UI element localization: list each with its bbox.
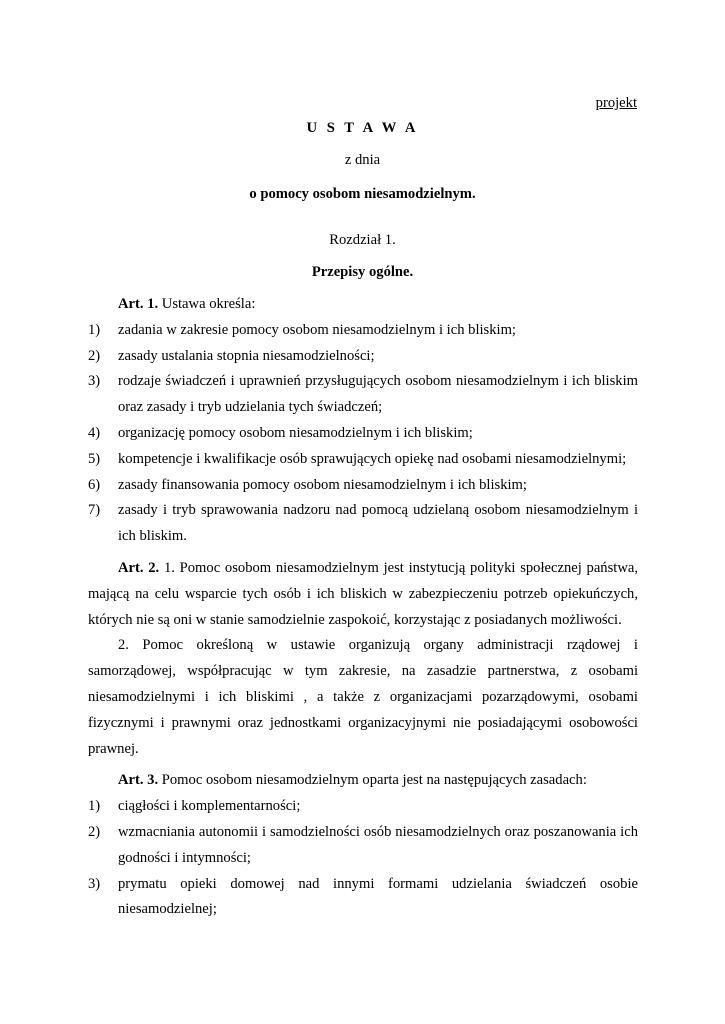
art1-item: 4) organizację pomocy osobom niesamodzielnym i ich bliskim; xyxy=(88,424,473,441)
art3-item: 2) wzmacniania autonomii i samodzielności osób niesamodzielnych oraz poszanowania ich godności i intymności; xyxy=(88,823,638,866)
art1-item: 5) kompetencje i kwalifikacje osób sprawujących opiekę nad osobami niesamodzielnymi; xyxy=(88,450,627,467)
art1-intro: Art. 1. Ustawa określa: xyxy=(118,296,256,312)
projekt-label: projekt xyxy=(595,95,637,111)
art3-label: Art. 3. xyxy=(118,772,159,789)
art2-label: Art. 2. xyxy=(118,559,160,576)
document-title: U S T A W A xyxy=(306,120,419,136)
art1-label: Art. 1. xyxy=(118,296,159,312)
art1-item: 6) zasady finansowania pomocy osobom niesamodzielnym i ich bliskim; xyxy=(88,476,527,493)
art1-item: 7) zasady i tryb sprawowania nadzoru nad pomocą udzielaną osobom niesamodzielnym i ich bliskim. xyxy=(88,502,638,545)
document-body xyxy=(88,292,638,923)
art1-item: 3) rodzaje świadczeń i uprawnień przysługujących osobom niesamodzielnym i ich bliskim oraz zasady i tryb udzielania tych świadczeń; xyxy=(88,373,638,416)
art3-item: 3) prymatu opieki domowej nad innymi formami udzielania świadczeń osobie niesamodzielnej; xyxy=(88,875,638,918)
art1-item: 1) zadania w zakresie pomocy osobom niesamodzielnym i ich bliskim; xyxy=(88,321,516,338)
act-subject: o pomocy osobom niesamodzielnym. xyxy=(249,186,476,202)
art3-item: 1) ciągłości i komplementarności; xyxy=(88,798,301,815)
art3-intro: Art. 3. Pomoc osobom niesamodzielnym oparta jest na następujących zasadach: xyxy=(118,772,587,789)
art1-item: 2) zasady ustalania stopnia niesamodzielności; xyxy=(88,347,375,364)
art2-paragraph-1: Art. 2. 1. Pomoc osobom niesamodzielnym jest instytucją polityki społecznej państwa, mającą na celu wsparcie tych osób i ich bliskich w zabezpieczeniu potrzeb opiekuńczych, których nie są oni w stanie samodzielnie zaspokoić, korzystając z posiadanych możliwości. xyxy=(88,559,639,628)
chapter-title: Przepisy ogólne. xyxy=(311,264,414,280)
chapter-number: Rozdział 1. xyxy=(329,232,396,248)
date-line: z dnia xyxy=(344,152,381,168)
art2-paragraph-2: 2. Pomoc określoną w ustawie organizują organy administracji rządowej i samorządowej, współpracując w tym zakresie, na zasadzie partnerstwa, z osobami niesamodzielnymi i ich bliskimi , a także z organizacjami pozarządowymi, osobami fizycznymi i prawnymi oraz jednostkami organizacyjnymi nie posiadającymi osobowości prawnej. xyxy=(88,637,638,757)
